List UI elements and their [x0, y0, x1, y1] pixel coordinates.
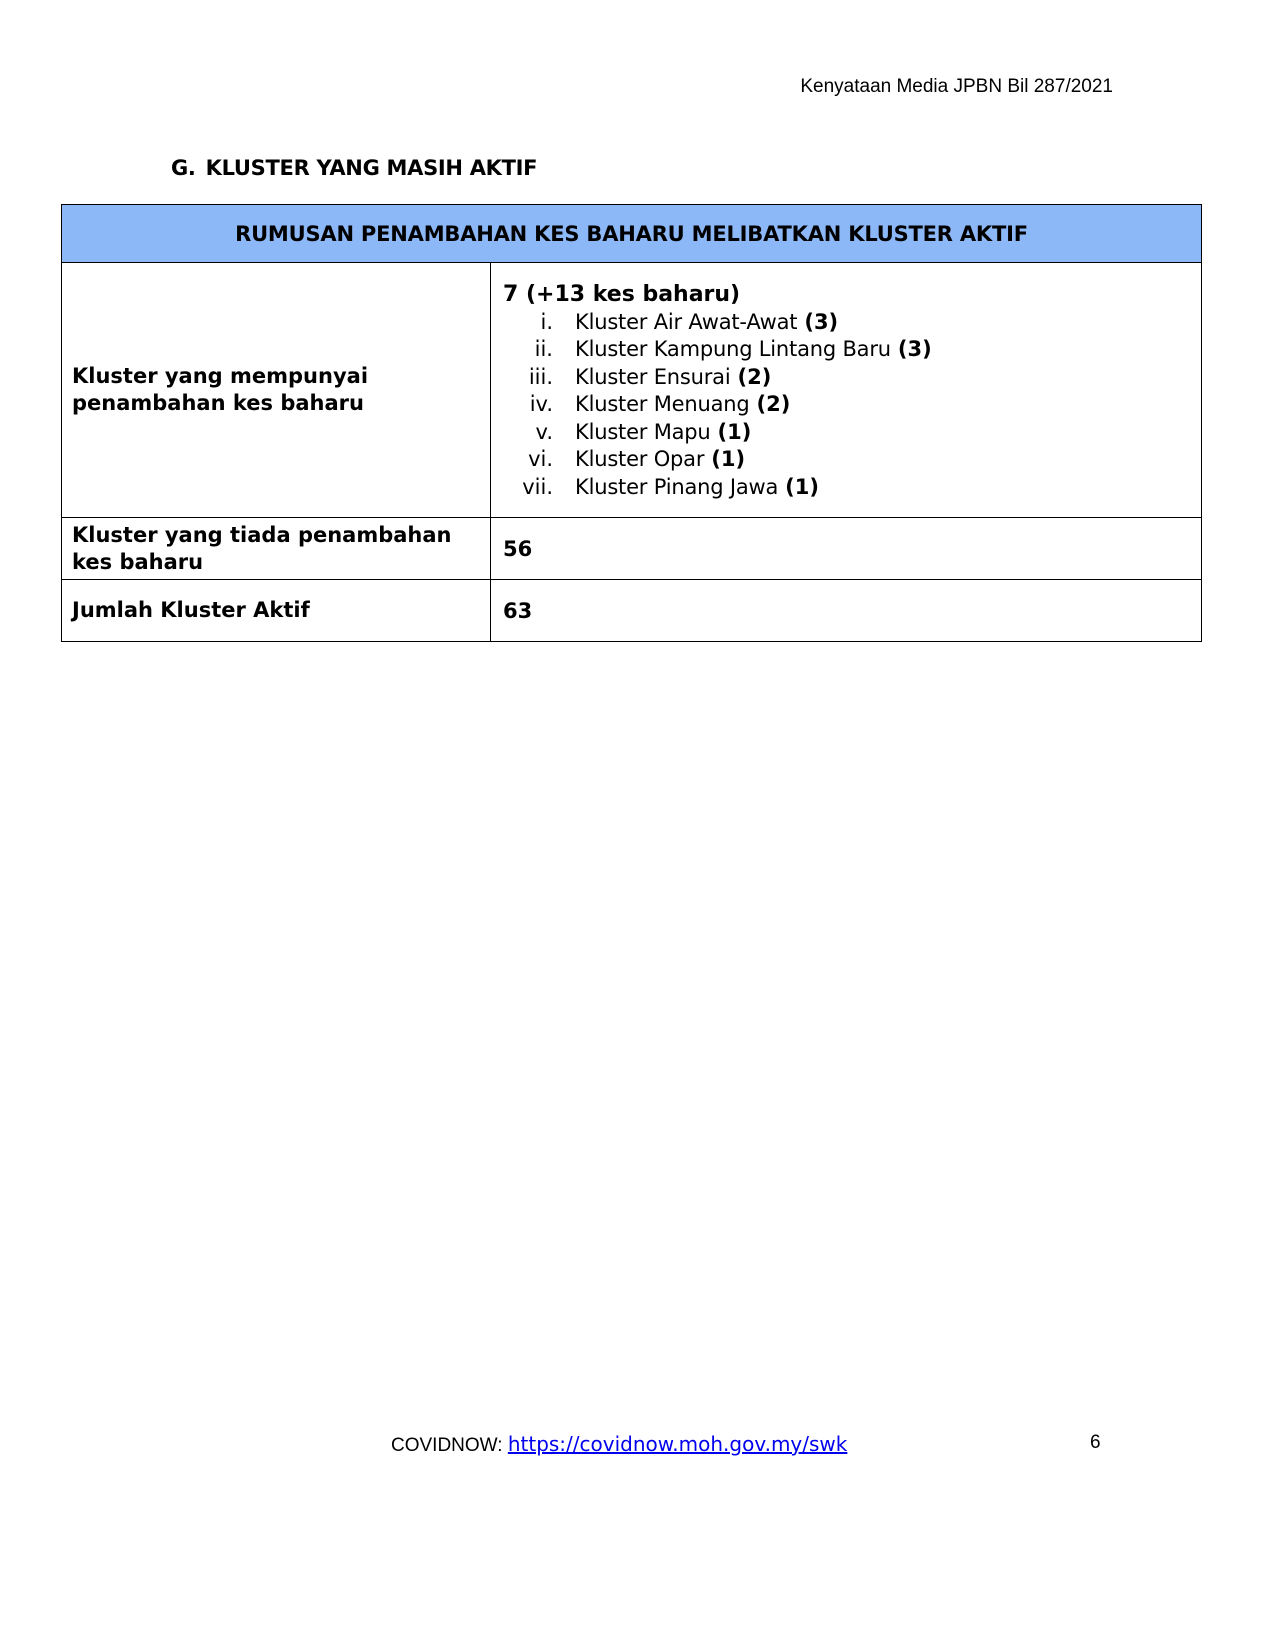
table-heading: RUMUSAN PENAMBAHAN KES BAHARU MELIBATKAN KLUSTER AKTIF	[62, 205, 1202, 263]
section-letter: G.	[171, 156, 196, 180]
table-row	[62, 518, 1202, 580]
list-item	[503, 419, 1189, 447]
cluster-case-count: (2)	[737, 364, 772, 389]
cluster-case-count: (1)	[785, 474, 819, 499]
table-row	[62, 580, 1202, 642]
footer-prefix: COVIDNOW:	[391, 1435, 503, 1456]
list-item	[503, 474, 1189, 502]
page-number: 6	[1090, 1432, 1101, 1453]
row-label-clusters-with-new-cases: Kluster yang mempunyai penambahan kes baharu	[62, 263, 491, 518]
clusters-with-new-cases-cell	[491, 263, 1202, 518]
footer	[391, 1432, 847, 1457]
list-item	[503, 309, 1189, 337]
cluster-name: Kluster Kampung Lintang Baru	[575, 337, 891, 362]
cluster-list	[503, 309, 1189, 502]
clusters-without-new-cases-cell	[491, 518, 1202, 580]
total-active-clusters-cell	[491, 580, 1202, 642]
cluster-case-count: (2)	[756, 392, 791, 417]
list-item	[503, 446, 1189, 474]
section-title-text: KLUSTER YANG MASIH AKTIF	[205, 156, 538, 180]
cluster-case-count: (3)	[897, 337, 932, 362]
list-numeral: iii.	[528, 364, 553, 389]
list-numeral: v.	[535, 419, 553, 444]
cluster-name: Kluster Menuang	[575, 392, 750, 417]
list-numeral: vii.	[522, 474, 553, 499]
cluster-name: Kluster Pinang Jawa	[575, 474, 779, 499]
list-numeral: ii.	[534, 337, 553, 362]
cluster-case-count: (1)	[711, 447, 746, 472]
list-numeral: iv.	[529, 392, 553, 417]
list-numeral: i.	[540, 309, 553, 334]
cluster-case-count: (1)	[717, 419, 752, 444]
cluster-name: Kluster Mapu	[575, 419, 711, 444]
row-label-total-active-clusters: Jumlah Kluster Aktif	[62, 580, 491, 642]
list-numeral: vi.	[528, 447, 553, 472]
new-case-cluster-summary: 7 (+13 kes baharu)	[503, 281, 741, 307]
row-label-clusters-without-new-cases: Kluster yang tiada penambahan kes baharu	[62, 518, 491, 580]
total-active-clusters-value: 63	[503, 598, 533, 623]
cluster-name: Kluster Opar	[575, 447, 705, 472]
document-reference: Kenyataan Media JPBN Bil 287/2021	[800, 76, 1113, 97]
list-item	[503, 364, 1189, 392]
cluster-case-count: (3)	[804, 309, 839, 334]
list-item	[503, 391, 1189, 419]
active-cluster-summary-table	[61, 204, 1202, 642]
cluster-name: Kluster Air Awat-Awat	[575, 309, 798, 334]
list-item	[503, 336, 1189, 364]
cluster-name: Kluster Ensurai	[575, 364, 731, 389]
clusters-without-new-cases-value: 56	[503, 536, 533, 561]
covidnow-link[interactable]: https://covidnow.moh.gov.my/swk	[507, 1432, 848, 1456]
section-heading	[171, 156, 537, 180]
table-row	[62, 263, 1202, 518]
